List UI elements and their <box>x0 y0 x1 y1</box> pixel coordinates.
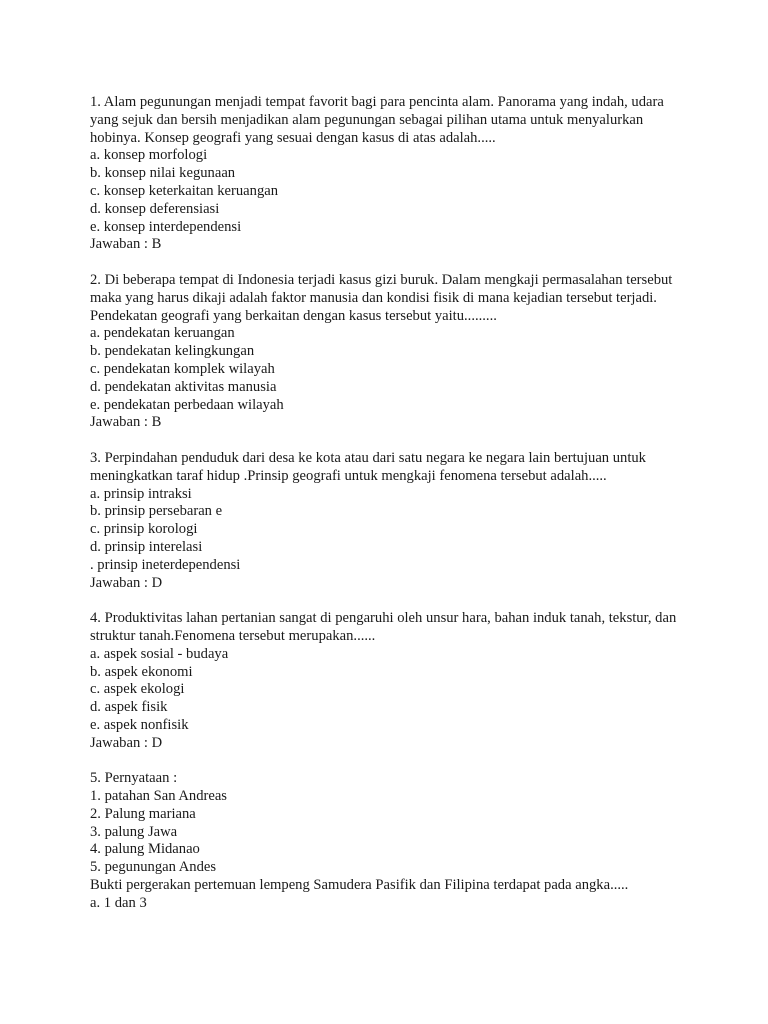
option-a: a. pendekatan keruangan <box>90 325 235 342</box>
option-b: b. aspek ekonomi <box>90 663 193 680</box>
option-c: c. konsep keterkaitan keruangan <box>90 182 279 199</box>
option-e: e. pendekatan perbedaan wilayah <box>90 396 284 413</box>
option-e: . prinsip ineterdependensi <box>90 556 241 573</box>
statement-2: 2. Palung mariana <box>90 805 196 822</box>
option-d: d. pendekatan aktivitas manusia <box>90 378 277 395</box>
option-e: e. aspek nonfisik <box>90 716 189 733</box>
answer-text: Jawaban : D <box>90 734 163 751</box>
statement-4: 4. palung Midanao <box>90 841 200 858</box>
question-text: Bukti pergerakan pertemuan lempeng Samudera Pasifik dan Filipina terdapat pada angka..... <box>90 877 629 894</box>
option-b: b. pendekatan kelingkungan <box>90 343 255 360</box>
question-text: 2. Di beberapa tempat di Indonesia terjadi kasus gizi buruk. Dalam mengkaji permasalahan tersebut maka yang harus dikaji adalah faktor manusia dan kondisi fisik di mana kejadian tersebut terjadi. Pendekatan geografi yang berkaitan dengan kasus tersebut yaitu......... <box>90 271 673 324</box>
option-a: a. konsep morfologi <box>90 147 208 164</box>
option-c: c. aspek ekologi <box>90 681 185 698</box>
answer-text: Jawaban : B <box>90 414 162 431</box>
option-e: e. konsep interdependensi <box>90 218 242 235</box>
question-header: 5. Pernyataan : <box>90 770 178 787</box>
option-b: b. prinsip persebaran e <box>90 503 223 520</box>
document-page <box>90 94 690 930</box>
statement-1: 1. patahan San Andreas <box>90 788 227 805</box>
option-c: c. pendekatan komplek wilayah <box>90 360 275 377</box>
option-a: a. prinsip intraksi <box>90 485 192 502</box>
question-text: 3. Perpindahan penduduk dari desa ke kota atau dari satu negara ke negara lain bertujuan untuk meningkatkan taraf hidup .Prinsip geografi untuk mengkaji fenomena tersebut adalah..... <box>90 449 646 484</box>
question-text: 4. Produktivitas lahan pertanian sangat di pengaruhi oleh unsur hara, bahan induk tanah, tekstur, dan struktur tanah.Fenomena tersebut merupakan...... <box>90 610 677 644</box>
option-a: a. aspek sosial - budaya <box>90 645 229 662</box>
question-text: 1. Alam pegunungan menjadi tempat favorit bagi para pencinta alam. Panorama yang indah, udara yang sejuk dan bersih menjadikan alam pegunungan sebagai pilihan utama untuk menyalurkan hobinya. Konsep geografi yang sesuai dengan kasus di atas adalah..... <box>90 94 664 146</box>
question-2 <box>90 272 690 432</box>
statement-5: 5. pegunungan Andes <box>90 859 217 876</box>
answer-text: Jawaban : D <box>90 574 163 591</box>
option-d: d. konsep deferensiasi <box>90 200 220 217</box>
statement-3: 3. palung Jawa <box>90 823 178 840</box>
question-1 <box>90 94 690 254</box>
answer-text: Jawaban : B <box>90 236 162 253</box>
option-b: b. konsep nilai kegunaan <box>90 165 236 182</box>
option-d: d. prinsip interelasi <box>90 538 203 555</box>
question-4 <box>90 610 690 752</box>
option-a: a. 1 dan 3 <box>90 894 147 911</box>
question-3 <box>90 450 690 592</box>
question-5 <box>90 770 690 912</box>
option-d: d. aspek fisik <box>90 699 168 716</box>
option-c: c. prinsip korologi <box>90 521 198 538</box>
